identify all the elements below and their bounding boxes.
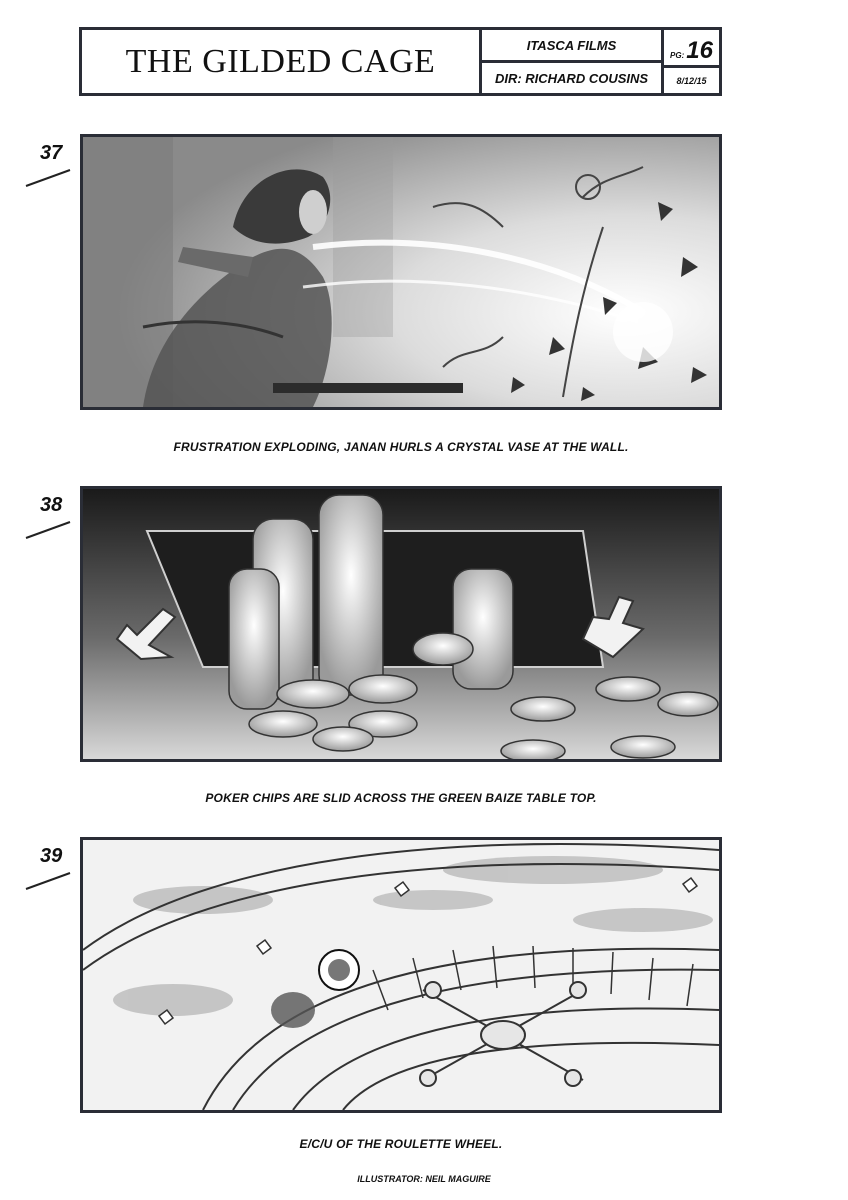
- panel-38-caption: POKER CHIPS ARE SLID ACROSS THE GREEN BAIZE TABLE TOP.: [205, 791, 597, 805]
- page-info: [664, 30, 719, 93]
- panel-slash-mark: [24, 168, 72, 188]
- poker-chips-illustration: [83, 489, 719, 759]
- panel-39-frame: [80, 837, 722, 1113]
- page-number: 16: [686, 37, 713, 65]
- film-title: THE GILDED CAGE: [82, 30, 482, 93]
- page-label: PG:: [670, 51, 685, 61]
- panel-37-frame: [80, 134, 722, 410]
- panel-37-caption: FRUSTRATION EXPLODING, JANAN HURLS A CRYSTAL VASE AT THE WALL.: [173, 440, 629, 454]
- panel-slash-mark: [24, 520, 72, 540]
- panel-39-caption: E/C/U OF THE ROULETTE WHEEL.: [299, 1137, 503, 1151]
- production-info: [482, 30, 664, 93]
- studio-name: ITASCA FILMS: [526, 37, 617, 53]
- panel-number-37: 37: [40, 142, 63, 164]
- panel-38-frame: [80, 486, 722, 762]
- page-date: 8/12/15: [664, 65, 719, 93]
- illustrator-credit: ILLUSTRATOR: NEIL MAGUIRE: [357, 1174, 491, 1184]
- panel-number-38: 38: [40, 494, 63, 516]
- panel-slash-mark: [24, 871, 72, 891]
- page-number-box: [664, 30, 719, 65]
- vase-smash-illustration: [83, 137, 719, 407]
- panel-number-39: 39: [40, 845, 63, 867]
- director-name: DIR: RICHARD COUSINS: [482, 60, 661, 93]
- roulette-wheel-illustration: [83, 840, 719, 1110]
- storyboard-header: [79, 27, 722, 96]
